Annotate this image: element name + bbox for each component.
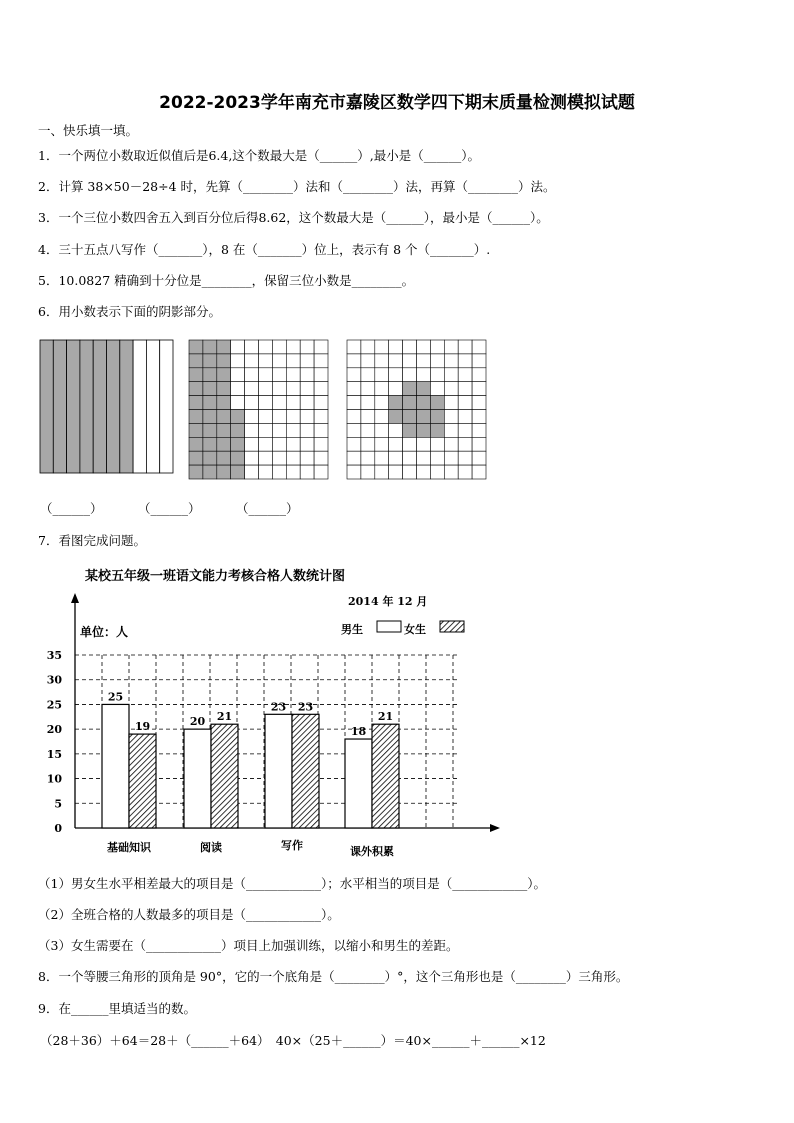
section-heading: 一、快乐填一填。 bbox=[38, 123, 139, 138]
grid-b-cell bbox=[403, 382, 417, 396]
strip-cell bbox=[67, 340, 80, 473]
grid-b-cell bbox=[472, 340, 486, 354]
grid-a-cell bbox=[286, 354, 300, 368]
grid-b-cell bbox=[375, 340, 389, 354]
question-7-1: （1）男女生水平相差最大的项目是（____________）；水平相当的项目是（____________）。 bbox=[38, 876, 546, 891]
grid-b-cell bbox=[389, 437, 403, 451]
page-title: 2022-2023学年南充市嘉陵区数学四下期末质量检测模拟试题 bbox=[159, 93, 635, 113]
grid-a-cell bbox=[286, 423, 300, 437]
strip-cell bbox=[80, 340, 93, 473]
grid-b-cell bbox=[347, 423, 361, 437]
strip-cell bbox=[53, 340, 66, 473]
grid-a-cell bbox=[259, 410, 273, 424]
grid-a-cell bbox=[272, 465, 286, 479]
grid-b-cell bbox=[403, 437, 417, 451]
x-axis-arrow bbox=[490, 824, 500, 832]
grid-b-cell bbox=[375, 451, 389, 465]
grid-a-cell bbox=[272, 368, 286, 382]
grid-b-cell bbox=[472, 368, 486, 382]
grid-a-cell bbox=[189, 340, 203, 354]
grid-b-cell bbox=[430, 465, 444, 479]
grid-b-cell bbox=[389, 368, 403, 382]
grid-b-cell bbox=[361, 382, 375, 396]
answer-blank-1: （______） bbox=[40, 501, 103, 516]
grid-a-cell bbox=[272, 396, 286, 410]
question-7: 7．看图完成问题。 bbox=[38, 533, 146, 548]
grid-b-cell bbox=[458, 368, 472, 382]
grid-a-cell bbox=[203, 382, 217, 396]
y-tick-label: 20 bbox=[46, 723, 62, 737]
grid-a-cell bbox=[231, 451, 245, 465]
grid-b-cell bbox=[361, 410, 375, 424]
grid-b-cell bbox=[472, 396, 486, 410]
question-3: 3．一个三位小数四舍五入到百分位后得8.62，这个数最大是（______），最小是（______）。 bbox=[38, 210, 549, 225]
grid-a-cell bbox=[203, 410, 217, 424]
grid-a-cell bbox=[217, 451, 231, 465]
grid-a-cell bbox=[314, 354, 328, 368]
grid-a-cell bbox=[259, 354, 273, 368]
grid-a-cell bbox=[286, 382, 300, 396]
grid-a-cell bbox=[245, 396, 259, 410]
grid-b-cell bbox=[430, 354, 444, 368]
y-tick-label: 30 bbox=[46, 673, 62, 687]
data-label: 21 bbox=[377, 710, 394, 724]
grid-a-cell bbox=[217, 423, 231, 437]
shaded-figures bbox=[0, 330, 794, 490]
grid-b-cell bbox=[347, 354, 361, 368]
grid-b-cell bbox=[389, 396, 403, 410]
grid-b-cell bbox=[444, 410, 458, 424]
strip-cell bbox=[133, 340, 146, 473]
bar bbox=[372, 724, 399, 828]
strip-cell bbox=[107, 340, 120, 473]
grid-a-cell bbox=[272, 451, 286, 465]
grid-a-cell bbox=[314, 465, 328, 479]
grid-a-cell bbox=[231, 437, 245, 451]
grid-a-cell bbox=[300, 451, 314, 465]
grid-b-cell bbox=[417, 465, 431, 479]
grid-a-cell bbox=[217, 437, 231, 451]
grid-b-cell bbox=[361, 465, 375, 479]
grid-b-cell bbox=[347, 465, 361, 479]
bar bbox=[265, 714, 292, 828]
grid-a-cell bbox=[286, 396, 300, 410]
data-label: 20 bbox=[189, 715, 206, 729]
grid-b-cell bbox=[472, 465, 486, 479]
legend-label-male: 男生 bbox=[341, 623, 363, 636]
grid-b-cell bbox=[347, 410, 361, 424]
grid-a-cell bbox=[231, 368, 245, 382]
grid-a-cell bbox=[189, 410, 203, 424]
grid-b-cell bbox=[458, 410, 472, 424]
strip-cell bbox=[146, 340, 159, 473]
grid-a-cell bbox=[300, 437, 314, 451]
grid-b-cell bbox=[430, 396, 444, 410]
grid-b-cell bbox=[444, 465, 458, 479]
grid-a-cell bbox=[314, 368, 328, 382]
grid-a-cell bbox=[203, 465, 217, 479]
grid-b-cell bbox=[361, 423, 375, 437]
grid-a-cell bbox=[272, 423, 286, 437]
grid-b-cell bbox=[458, 437, 472, 451]
grid-b-cell bbox=[430, 340, 444, 354]
grid-b-cell bbox=[472, 410, 486, 424]
grid-b-cell bbox=[361, 340, 375, 354]
grid-b-cell bbox=[389, 465, 403, 479]
grid-b-cell bbox=[458, 423, 472, 437]
grid-b-cell bbox=[403, 354, 417, 368]
grid-a-cell bbox=[245, 368, 259, 382]
grid-b-cell bbox=[403, 368, 417, 382]
grid-a-cell bbox=[203, 423, 217, 437]
grid-b-cell bbox=[417, 340, 431, 354]
grid-b-cell bbox=[361, 451, 375, 465]
grid-a-cell bbox=[203, 354, 217, 368]
grid-a-cell bbox=[300, 410, 314, 424]
y-tick-label: 0 bbox=[54, 822, 62, 835]
grid-b-cell bbox=[375, 437, 389, 451]
grid-b-cell bbox=[375, 465, 389, 479]
y-tick-label: 25 bbox=[46, 698, 62, 712]
grid-b-cell bbox=[389, 423, 403, 437]
grid-a-cell bbox=[300, 465, 314, 479]
grid-a-cell bbox=[272, 354, 286, 368]
data-label: 19 bbox=[134, 720, 151, 734]
grid-a-cell bbox=[245, 410, 259, 424]
bar bbox=[102, 704, 129, 828]
grid-b-cell bbox=[417, 354, 431, 368]
grid-b-cell bbox=[444, 396, 458, 410]
grid-a-cell bbox=[300, 368, 314, 382]
grid-a-cell bbox=[286, 451, 300, 465]
grid-a-cell bbox=[286, 410, 300, 424]
grid-a-cell bbox=[245, 354, 259, 368]
grid-b-cell bbox=[361, 368, 375, 382]
grid-b-cell bbox=[472, 437, 486, 451]
grid-a-cell bbox=[259, 382, 273, 396]
grid-a-cell bbox=[259, 465, 273, 479]
grid-a-cell bbox=[314, 451, 328, 465]
y-tick-label: 10 bbox=[46, 772, 62, 786]
grid-a-cell bbox=[189, 368, 203, 382]
grid-b-cell bbox=[403, 340, 417, 354]
question-8: 8．一个等腰三角形的顶角是 90°，它的一个底角是（________）°，这个三角形也是（________）三角形。 bbox=[38, 969, 629, 984]
grid-b-cell bbox=[444, 382, 458, 396]
grid-a-cell bbox=[189, 451, 203, 465]
grid-b-cell bbox=[417, 423, 431, 437]
grid-a-cell bbox=[245, 465, 259, 479]
bar bbox=[129, 734, 156, 828]
question-7-3: （3）女生需要在（____________）项目上加强训练，以缩小和男生的差距。 bbox=[38, 938, 459, 953]
grid-a-cell bbox=[203, 451, 217, 465]
question-9: 9．在______里填适当的数。 bbox=[38, 1001, 196, 1016]
grid-b-cell bbox=[444, 340, 458, 354]
grid-b-cell bbox=[403, 451, 417, 465]
grid-b-cell bbox=[347, 382, 361, 396]
strip-cell bbox=[160, 340, 173, 473]
grid-b-cell bbox=[444, 368, 458, 382]
grid-b-cell bbox=[472, 451, 486, 465]
strip-cell bbox=[40, 340, 53, 473]
grid-a-cell bbox=[286, 368, 300, 382]
grid-a-cell bbox=[189, 437, 203, 451]
grid-a-cell bbox=[272, 437, 286, 451]
grid-b-cell bbox=[375, 396, 389, 410]
unit-label: 单位：人 bbox=[80, 625, 129, 639]
data-label: 23 bbox=[270, 700, 287, 714]
grid-b-cell bbox=[361, 354, 375, 368]
grid-a-cell bbox=[314, 410, 328, 424]
question-9-equations: （28＋36）＋64＝28＋（______＋64） 40×（25＋______）＝40×______＋______×12 bbox=[40, 1033, 546, 1048]
grid-b-cell bbox=[444, 423, 458, 437]
answer-blank-2: （______） bbox=[138, 501, 201, 516]
grid-b-cell bbox=[375, 382, 389, 396]
grid-b-cell bbox=[430, 410, 444, 424]
grid-a-cell bbox=[231, 410, 245, 424]
grid-a-cell bbox=[259, 396, 273, 410]
grid-a-cell bbox=[286, 437, 300, 451]
grid-a-cell bbox=[231, 423, 245, 437]
question-7-2: （2）全班合格的人数最多的项目是（____________）。 bbox=[38, 907, 340, 922]
grid-b-cell bbox=[430, 437, 444, 451]
grid-a-cell bbox=[203, 340, 217, 354]
grid-a-cell bbox=[314, 423, 328, 437]
grid-b-cell bbox=[417, 437, 431, 451]
grid-b-cell bbox=[403, 423, 417, 437]
grid-a-cell bbox=[259, 437, 273, 451]
grid-a-cell bbox=[286, 465, 300, 479]
category-label: 课外积累 bbox=[350, 845, 394, 858]
data-label: 25 bbox=[107, 690, 124, 704]
grid-b-cell bbox=[389, 410, 403, 424]
grid-a-cell bbox=[314, 340, 328, 354]
grid-b-cell bbox=[347, 368, 361, 382]
grid-a-cell bbox=[272, 340, 286, 354]
grid-a-cell bbox=[259, 340, 273, 354]
grid-b-cell bbox=[444, 354, 458, 368]
question-5: 5．10.0827 精确到十分位是________，保留三位小数是________。 bbox=[38, 273, 415, 288]
answer-blank-3: （______） bbox=[236, 501, 299, 516]
grid-a-cell bbox=[259, 423, 273, 437]
grid-b-cell bbox=[430, 451, 444, 465]
grid-b-cell bbox=[389, 451, 403, 465]
bar-chart bbox=[0, 555, 794, 870]
grid-b-cell bbox=[347, 396, 361, 410]
grid-b-cell bbox=[389, 354, 403, 368]
bar bbox=[211, 724, 238, 828]
grid-b-cell bbox=[458, 396, 472, 410]
grid-a-cell bbox=[300, 396, 314, 410]
grid-a-cell bbox=[300, 382, 314, 396]
grid-a-cell bbox=[189, 396, 203, 410]
grid-b-cell bbox=[417, 396, 431, 410]
grid-a-cell bbox=[189, 423, 203, 437]
grid-a-cell bbox=[189, 382, 203, 396]
grid-b-cell bbox=[361, 437, 375, 451]
grid-b-cell bbox=[389, 382, 403, 396]
legend-swatch-male bbox=[377, 621, 401, 632]
grid-a-cell bbox=[217, 368, 231, 382]
grid-b-cell bbox=[347, 340, 361, 354]
grid-b-cell bbox=[361, 396, 375, 410]
grid-a-cell bbox=[189, 354, 203, 368]
category-label: 阅读 bbox=[200, 841, 222, 854]
grid-a-cell bbox=[217, 465, 231, 479]
grid-b-cell bbox=[472, 423, 486, 437]
grid-b-cell bbox=[444, 437, 458, 451]
grid-b-cell bbox=[417, 451, 431, 465]
grid-a-cell bbox=[314, 396, 328, 410]
grid-b-cell bbox=[472, 382, 486, 396]
grid-b-cell bbox=[472, 354, 486, 368]
grid-b-cell bbox=[347, 437, 361, 451]
grid-a-cell bbox=[314, 437, 328, 451]
grid-a-cell bbox=[300, 354, 314, 368]
question-6: 6．用小数表示下面的阴影部分。 bbox=[38, 304, 221, 319]
chart-subtitle: 2014 年 12 月 bbox=[348, 595, 428, 608]
grid-a-cell bbox=[272, 410, 286, 424]
grid-b-cell bbox=[375, 423, 389, 437]
question-4: 4．三十五点八写作（_______），8 在（_______）位上，表示有 8 个（_______）. bbox=[38, 242, 491, 257]
grid-a-cell bbox=[203, 437, 217, 451]
grid-a-cell bbox=[231, 340, 245, 354]
grid-a-cell bbox=[217, 396, 231, 410]
grid-b-cell bbox=[430, 368, 444, 382]
grid-b-cell bbox=[458, 465, 472, 479]
grid-a-cell bbox=[203, 396, 217, 410]
grid-b-cell bbox=[430, 382, 444, 396]
grid-b-cell bbox=[458, 340, 472, 354]
grid-a-cell bbox=[259, 451, 273, 465]
grid-a-cell bbox=[217, 340, 231, 354]
grid-b-cell bbox=[403, 396, 417, 410]
category-label: 基础知识 bbox=[107, 841, 151, 854]
grid-b-cell bbox=[403, 410, 417, 424]
bar bbox=[184, 729, 211, 828]
grid-b-cell bbox=[417, 368, 431, 382]
y-tick-label: 15 bbox=[46, 747, 62, 761]
grid-b-cell bbox=[458, 382, 472, 396]
grid-a-cell bbox=[245, 340, 259, 354]
grid-a-cell bbox=[231, 354, 245, 368]
grid-a-cell bbox=[231, 465, 245, 479]
grid-a-cell bbox=[217, 354, 231, 368]
grid-b-cell bbox=[375, 368, 389, 382]
category-label: 写作 bbox=[281, 839, 303, 852]
grid-a-cell bbox=[189, 465, 203, 479]
grid-a-cell bbox=[272, 382, 286, 396]
grid-a-cell bbox=[245, 382, 259, 396]
y-axis-arrow bbox=[71, 593, 79, 603]
grid-b-cell bbox=[389, 340, 403, 354]
grid-b-cell bbox=[458, 354, 472, 368]
bar bbox=[292, 714, 319, 828]
grid-a-cell bbox=[245, 423, 259, 437]
grid-a-cell bbox=[286, 340, 300, 354]
strip-cell bbox=[93, 340, 106, 473]
grid-a-cell bbox=[259, 368, 273, 382]
chart-title: 某校五年级一班语文能力考核合格人数统计图 bbox=[85, 569, 346, 584]
grid-a-cell bbox=[314, 382, 328, 396]
grid-b-cell bbox=[458, 451, 472, 465]
grid-a-cell bbox=[300, 340, 314, 354]
grid-b-cell bbox=[444, 451, 458, 465]
grid-a-cell bbox=[231, 396, 245, 410]
legend-label-female: 女生 bbox=[404, 623, 426, 636]
data-label: 21 bbox=[216, 710, 233, 724]
data-label: 18 bbox=[350, 725, 367, 739]
question-1: 1．一个两位小数取近似值后是6.4,这个数最大是（______）,最小是（______）。 bbox=[38, 148, 481, 163]
grid-b-cell bbox=[417, 382, 431, 396]
bar bbox=[345, 739, 372, 828]
grid-a-cell bbox=[245, 451, 259, 465]
grid-a-cell bbox=[217, 382, 231, 396]
grid-b-cell bbox=[375, 354, 389, 368]
y-tick-label: 35 bbox=[46, 649, 62, 662]
strip-cell bbox=[120, 340, 133, 473]
grid-a-cell bbox=[231, 382, 245, 396]
grid-a-cell bbox=[203, 368, 217, 382]
grid-a-cell bbox=[245, 437, 259, 451]
grid-b-cell bbox=[375, 410, 389, 424]
y-tick-label: 5 bbox=[54, 797, 62, 811]
legend-swatch-female bbox=[440, 621, 464, 632]
question-2: 2．计算 38×50－28÷4 时，先算（________）法和（________）法，再算（________）法。 bbox=[38, 179, 556, 194]
grid-a-cell bbox=[217, 410, 231, 424]
grid-b-cell bbox=[347, 451, 361, 465]
grid-b-cell bbox=[417, 410, 431, 424]
grid-b-cell bbox=[403, 465, 417, 479]
data-label: 23 bbox=[297, 700, 314, 714]
grid-b-cell bbox=[430, 423, 444, 437]
grid-a-cell bbox=[300, 423, 314, 437]
